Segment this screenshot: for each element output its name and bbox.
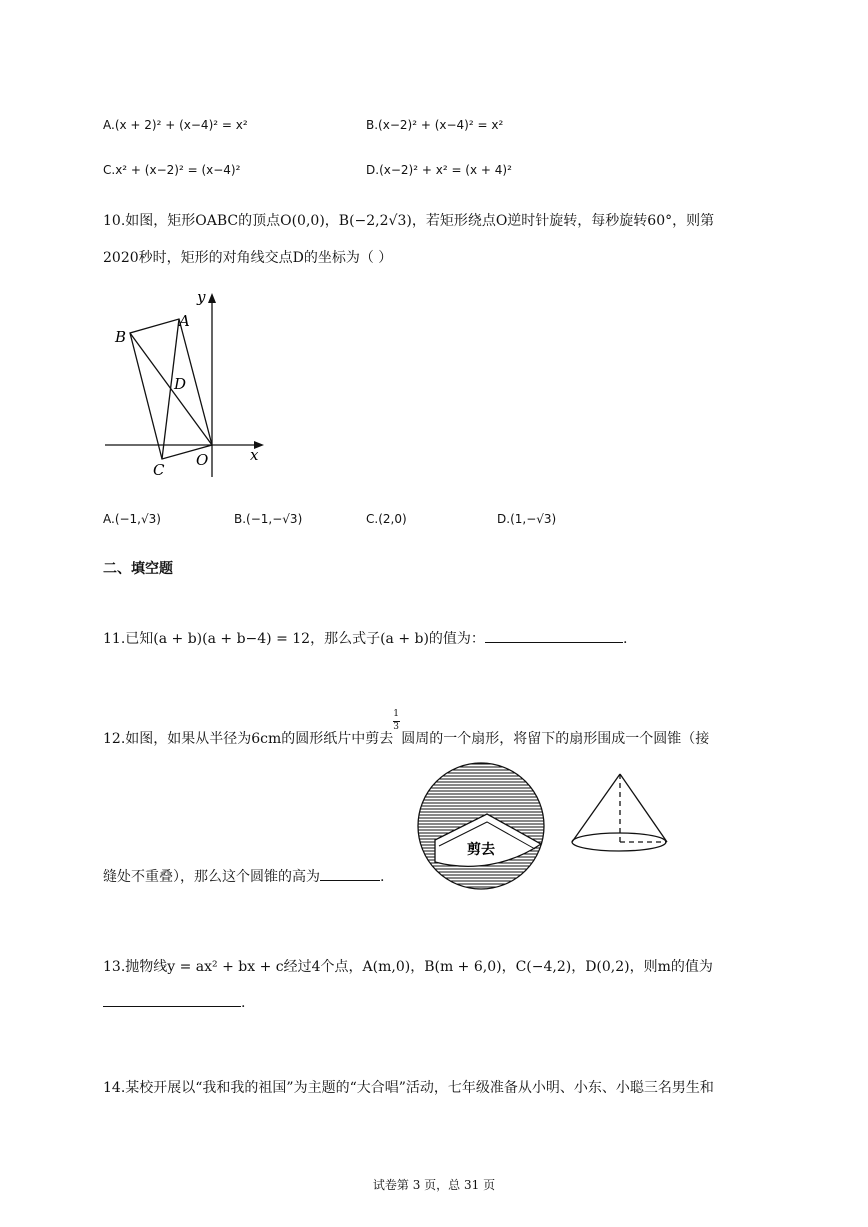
q11-end: .	[622, 631, 628, 647]
fraction-numerator: 1	[393, 709, 400, 719]
option-expr: (x + 2)² + (x−4)² = x²	[114, 118, 248, 132]
option-label: D.	[497, 512, 511, 526]
cone	[572, 774, 667, 851]
q10-line1: 10.如图，矩形OABC的顶点O(0,0)，B(−2,2√3)，若矩形绕点O逆时针旋转，每秒旋转60°，则第	[103, 213, 715, 229]
option-expr: (x−2)² + x² = (x + 4)²	[379, 163, 512, 177]
label-y: y	[197, 288, 206, 306]
q12-end: .	[380, 869, 385, 885]
q9-option-a	[103, 118, 248, 132]
label-d: D	[174, 375, 187, 393]
option-value: (1,−√3)	[510, 512, 557, 526]
y-axis-arrow	[208, 293, 216, 303]
page-footer: 试卷第 3 页，总 31 页	[372, 1178, 496, 1192]
answer-blank	[320, 880, 380, 881]
option-label: C.	[366, 512, 379, 526]
label-a: A	[179, 312, 190, 330]
option-label: C.	[103, 163, 116, 177]
q11-text: 11.已知(a + b)(a + b−4) = 12，那么式子(a + b)的值为：	[103, 631, 485, 647]
label-c: C	[153, 461, 165, 479]
q10-option-b	[234, 512, 302, 526]
fraction	[393, 709, 401, 743]
option-label: A.	[103, 118, 115, 132]
option-label: D.	[366, 163, 380, 177]
q10-option-c	[366, 512, 407, 526]
q10-figure	[100, 285, 270, 480]
option-label: B.	[366, 118, 379, 132]
q10-option-d	[497, 512, 556, 526]
q9-option-c	[103, 163, 240, 177]
q12-text-c: 缝处不重叠），那么这个圆锥的高为	[103, 869, 320, 885]
section-title: 二、填空题	[103, 561, 173, 577]
option-value: (−1,√3)	[114, 512, 161, 526]
q12-text-a: 12.如图，如果从半径为6cm的圆形纸片中剪去	[103, 731, 394, 747]
fraction-denominator: 3	[393, 722, 400, 732]
q9-option-d	[366, 163, 512, 177]
q14-line1: 14.某校开展以“我和我的祖国”为主题的“大合唱”活动，七年级准备从小明、小东、小聪三名男生和	[103, 1080, 714, 1096]
cut-label: 剪去	[467, 842, 495, 858]
label-b: B	[115, 328, 127, 346]
option-label: A.	[103, 512, 115, 526]
option-expr: x² + (x−2)² = (x−4)²	[115, 163, 241, 177]
label-o: O	[196, 451, 209, 469]
option-value: (2,0)	[378, 512, 407, 526]
q12-text-b: 圆周的一个扇形，将留下的扇形围成一个圆锥（接	[401, 731, 710, 747]
q10-line2: 2020秒时，矩形的对角线交点D的坐标为（ ）	[103, 250, 393, 266]
q13-line2	[103, 995, 245, 1011]
q13-end: .	[241, 995, 246, 1011]
label-x: x	[250, 446, 259, 464]
q9-option-b	[366, 118, 503, 132]
q12-figure	[415, 762, 675, 897]
q12-line1	[103, 709, 710, 748]
option-expr: (x−2)² + (x−4)² = x²	[378, 118, 504, 132]
q11	[103, 628, 627, 648]
q13-line1: 13.抛物线y = ax² + bx + c经过4个点，A(m,0)，B(m + 6,0)，C(−4,2)，D(0,2)，则m的值为	[103, 959, 713, 975]
answer-blank	[485, 642, 623, 643]
option-label: B.	[234, 512, 247, 526]
option-value: (−1,−√3)	[246, 512, 303, 526]
q10-option-a	[103, 512, 161, 526]
q12-line2	[103, 866, 384, 886]
answer-blank	[103, 1006, 241, 1007]
